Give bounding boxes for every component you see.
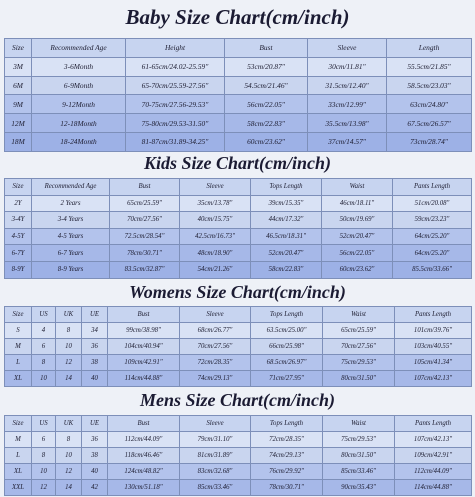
table-row — [5, 261, 472, 278]
table-cell: 2Y — [5, 195, 32, 212]
column-header: Pants Length — [393, 179, 472, 196]
men-header-row — [5, 416, 472, 432]
table-cell: 74cm/29.13" — [180, 371, 251, 387]
table-row — [5, 95, 472, 114]
mens-size-chart-title: Mens Size Chart(cm/inch) — [139, 390, 336, 410]
table-cell: 51cm/20.08" — [393, 195, 472, 212]
mens-size-table — [4, 415, 472, 496]
table-cell: 75-80cm/29.53-31.50" — [126, 114, 225, 133]
column-header: Bust — [108, 307, 180, 323]
table-row — [5, 114, 472, 133]
column-header: UE — [82, 416, 108, 432]
womens-size-table — [4, 306, 472, 387]
column-header: Bust — [108, 416, 180, 432]
table-row — [5, 212, 472, 229]
table-row — [5, 245, 472, 262]
table-cell: 38 — [82, 448, 108, 464]
table-cell: 80cm/31.50" — [323, 448, 395, 464]
table-cell: 18-24Month — [32, 132, 126, 151]
column-header: Recommended Age — [32, 39, 126, 58]
table-cell: 42.5cm/16.73" — [180, 228, 251, 245]
baby-header-row — [5, 39, 472, 58]
table-cell: 52cm/20.47" — [322, 228, 393, 245]
table-cell: 109cm/42.91" — [395, 448, 472, 464]
column-header: Size — [5, 39, 32, 58]
table-cell: 68cm/26.77" — [180, 323, 251, 339]
table-cell: S — [5, 323, 32, 339]
table-cell: 78cm/30.71" — [251, 480, 323, 496]
table-cell: 81cm/31.89" — [180, 448, 251, 464]
table-cell: M — [5, 339, 32, 355]
table-cell: 54cm/21.26" — [180, 261, 251, 278]
table-cell: XL — [5, 371, 32, 387]
table-cell: 105cm/41.34" — [395, 355, 472, 371]
table-cell: 14 — [56, 371, 82, 387]
table-cell: 12 — [56, 464, 82, 480]
column-header: Size — [5, 416, 32, 432]
table-row — [5, 480, 472, 496]
table-cell: 90cm/35.43" — [323, 480, 395, 496]
table-cell: 59cm/23.23" — [393, 212, 472, 229]
table-cell: 55.5cm/21.85" — [387, 57, 472, 76]
table-row — [5, 228, 472, 245]
table-row — [5, 339, 472, 355]
column-header: Tops Length — [251, 179, 322, 196]
table-cell: 75cm/29.53" — [323, 355, 395, 371]
table-cell: 36 — [82, 432, 108, 448]
table-cell: 46.5cm/18.31" — [251, 228, 322, 245]
table-cell: 85cm/33.46" — [180, 480, 251, 496]
table-cell: 6 — [32, 339, 56, 355]
baby-size-table — [4, 38, 472, 152]
column-header: Sleeve — [180, 416, 251, 432]
column-header: Recommended Age — [32, 179, 110, 196]
table-cell: 79cm/31.10" — [180, 432, 251, 448]
column-header: Sleeve — [308, 39, 387, 58]
column-header: Pants Length — [395, 416, 472, 432]
column-header: Waist — [323, 307, 395, 323]
table-cell: L — [5, 355, 32, 371]
table-cell: 53cm/20.87" — [225, 57, 308, 76]
column-header: Size — [5, 307, 32, 323]
table-cell: 14 — [56, 480, 82, 496]
table-cell: 58cm/22.83" — [225, 114, 308, 133]
table-cell: 50cm/19.69" — [322, 212, 393, 229]
table-cell: 4-5 Years — [32, 228, 110, 245]
table-cell: 4 — [32, 323, 56, 339]
column-header: Height — [126, 39, 225, 58]
table-cell: 36 — [82, 339, 108, 355]
table-cell: 46cm/18.11" — [322, 195, 393, 212]
table-cell: XL — [5, 464, 32, 480]
column-header: Bust — [110, 179, 180, 196]
table-cell: 63cm/24.80" — [387, 95, 472, 114]
table-cell: 74cm/29.13" — [251, 448, 323, 464]
kids-size-chart-title: Kids Size Chart(cm/inch) — [143, 153, 332, 173]
table-cell: 4-5Y — [5, 228, 32, 245]
table-cell: 64cm/25.20" — [393, 228, 472, 245]
table-cell: 63.5cm/25.00" — [251, 323, 323, 339]
table-cell: 78cm/30.71" — [110, 245, 180, 262]
table-cell: 58cm/22.83" — [251, 261, 322, 278]
baby-size-chart-title: Baby Size Chart(cm/inch) — [125, 5, 350, 29]
table-cell: 12 — [56, 355, 82, 371]
table-cell: 75cm/29.53" — [323, 432, 395, 448]
table-row — [5, 57, 472, 76]
table-cell: 42 — [82, 480, 108, 496]
table-cell: 118cm/46.46" — [108, 448, 180, 464]
table-row — [5, 432, 472, 448]
column-header: Sleeve — [180, 307, 251, 323]
table-cell: 6-7Y — [5, 245, 32, 262]
column-header: Sleeve — [180, 179, 251, 196]
table-cell: L — [5, 448, 32, 464]
table-cell: 6-7 Years — [32, 245, 110, 262]
table-cell: 10 — [56, 339, 82, 355]
column-header: US — [32, 416, 56, 432]
table-cell: 3-4 Years — [32, 212, 110, 229]
column-header: Tops Length — [251, 416, 323, 432]
table-cell: 83cm/32.68" — [180, 464, 251, 480]
table-cell: 31.5cm/12.40" — [308, 76, 387, 95]
table-cell: 54.5cm/21.46" — [225, 76, 308, 95]
womens-size-chart-title: Womens Size Chart(cm/inch) — [129, 282, 346, 302]
table-cell: 104cm/40.94" — [108, 339, 180, 355]
table-cell: 70cm/27.56" — [323, 339, 395, 355]
table-cell: 72cm/28.35" — [180, 355, 251, 371]
table-cell: 66cm/25.98" — [251, 339, 323, 355]
kids-size-table — [4, 178, 472, 279]
column-header: Waist — [322, 179, 393, 196]
table-cell: 85cm/33.46" — [323, 464, 395, 480]
table-cell: 6 — [32, 432, 56, 448]
kids-header-row — [5, 179, 472, 196]
column-header: Tops Length — [251, 307, 323, 323]
table-cell: 112cm/44.09" — [395, 464, 472, 480]
table-cell: XXL — [5, 480, 32, 496]
table-cell: 8 — [56, 432, 82, 448]
table-cell: 40 — [82, 371, 108, 387]
column-header: Waist — [323, 416, 395, 432]
table-cell: 30cm/11.81" — [308, 57, 387, 76]
table-cell: 64cm/25.20" — [393, 245, 472, 262]
table-cell: 70cm/27.56" — [110, 212, 180, 229]
table-cell: 114cm/44.88" — [108, 371, 180, 387]
table-cell: 8 — [32, 355, 56, 371]
column-header: Bust — [225, 39, 308, 58]
table-cell: 60cm/23.62" — [225, 132, 308, 151]
table-cell: 101cm/39.76" — [395, 323, 472, 339]
table-cell: 67.5cm/26.57" — [387, 114, 472, 133]
column-header: UK — [56, 416, 82, 432]
table-cell: 85.5cm/33.66" — [393, 261, 472, 278]
table-cell: 33cm/12.99" — [308, 95, 387, 114]
table-cell: 8-9 Years — [32, 261, 110, 278]
table-cell: 34 — [82, 323, 108, 339]
table-row — [5, 371, 472, 387]
table-cell: 107cm/42.13" — [395, 371, 472, 387]
table-row — [5, 195, 472, 212]
table-cell: 65cm/25.59" — [323, 323, 395, 339]
table-cell: 3-4Y — [5, 212, 32, 229]
table-cell: 10 — [32, 464, 56, 480]
table-row — [5, 76, 472, 95]
table-cell: 103cm/40.55" — [395, 339, 472, 355]
column-header: Length — [387, 39, 472, 58]
table-cell: 56cm/22.05" — [225, 95, 308, 114]
table-cell: 52cm/20.47" — [251, 245, 322, 262]
table-cell: 12-18Month — [32, 114, 126, 133]
column-header: US — [32, 307, 56, 323]
table-cell: 9M — [5, 95, 32, 114]
table-cell: 38 — [82, 355, 108, 371]
column-header: UE — [82, 307, 108, 323]
table-cell: 71cm/27.95" — [251, 371, 323, 387]
table-cell: 37cm/14.57" — [308, 132, 387, 151]
table-cell: 6M — [5, 76, 32, 95]
table-cell: 8 — [56, 323, 82, 339]
table-cell: 12 — [32, 480, 56, 496]
table-cell: M — [5, 432, 32, 448]
table-cell: 9-12Month — [32, 95, 126, 114]
table-cell: 10 — [32, 371, 56, 387]
table-cell: 44cm/17.32" — [251, 212, 322, 229]
table-cell: 109cm/42.91" — [108, 355, 180, 371]
table-cell: 3M — [5, 57, 32, 76]
table-cell: 76cm/29.92" — [251, 464, 323, 480]
table-cell: 8 — [32, 448, 56, 464]
table-cell: 99cm/38.98" — [108, 323, 180, 339]
table-cell: 70cm/27.56" — [180, 339, 251, 355]
table-row — [5, 132, 472, 151]
table-row — [5, 464, 472, 480]
table-cell: 3-6Month — [32, 57, 126, 76]
table-cell: 8-9Y — [5, 261, 32, 278]
column-header: Pants Length — [395, 307, 472, 323]
table-cell: 40cm/15.75" — [180, 212, 251, 229]
table-cell: 73cm/28.74" — [387, 132, 472, 151]
table-cell: 6-9Month — [32, 76, 126, 95]
table-row — [5, 355, 472, 371]
table-cell: 60cm/23.62" — [322, 261, 393, 278]
table-cell: 58.5cm/23.03" — [387, 76, 472, 95]
table-cell: 56cm/22.05" — [322, 245, 393, 262]
table-cell: 114cm/44.88" — [395, 480, 472, 496]
table-cell: 65-70cm/25.59-27.56" — [126, 76, 225, 95]
table-cell: 70-75cm/27.56-29.53" — [126, 95, 225, 114]
table-cell: 10 — [56, 448, 82, 464]
table-cell: 72cm/28.35" — [251, 432, 323, 448]
table-cell: 40 — [82, 464, 108, 480]
table-cell: 80cm/31.50" — [323, 371, 395, 387]
table-cell: 35cm/13.78" — [180, 195, 251, 212]
table-cell: 61-65cm/24.02-25.59" — [126, 57, 225, 76]
table-cell: 68.5cm/26.97" — [251, 355, 323, 371]
table-cell: 18M — [5, 132, 32, 151]
table-cell: 124cm/48.82" — [108, 464, 180, 480]
table-cell: 81-87cm/31.89-34.25" — [126, 132, 225, 151]
table-cell: 35.5cm/13.98" — [308, 114, 387, 133]
table-cell: 72.5cm/28.54" — [110, 228, 180, 245]
table-cell: 112cm/44.09" — [108, 432, 180, 448]
table-cell: 39cm/15.35" — [251, 195, 322, 212]
column-header: Size — [5, 179, 32, 196]
table-row — [5, 448, 472, 464]
women-header-row — [5, 307, 472, 323]
table-cell: 12M — [5, 114, 32, 133]
table-cell: 48cm/18.90" — [180, 245, 251, 262]
table-cell: 107cm/42.13" — [395, 432, 472, 448]
table-cell: 83.5cm/32.87" — [110, 261, 180, 278]
table-row — [5, 323, 472, 339]
table-cell: 65cm/25.59" — [110, 195, 180, 212]
table-cell: 130cm/51.18" — [108, 480, 180, 496]
column-header: UK — [56, 307, 82, 323]
table-cell: 2 Years — [32, 195, 110, 212]
